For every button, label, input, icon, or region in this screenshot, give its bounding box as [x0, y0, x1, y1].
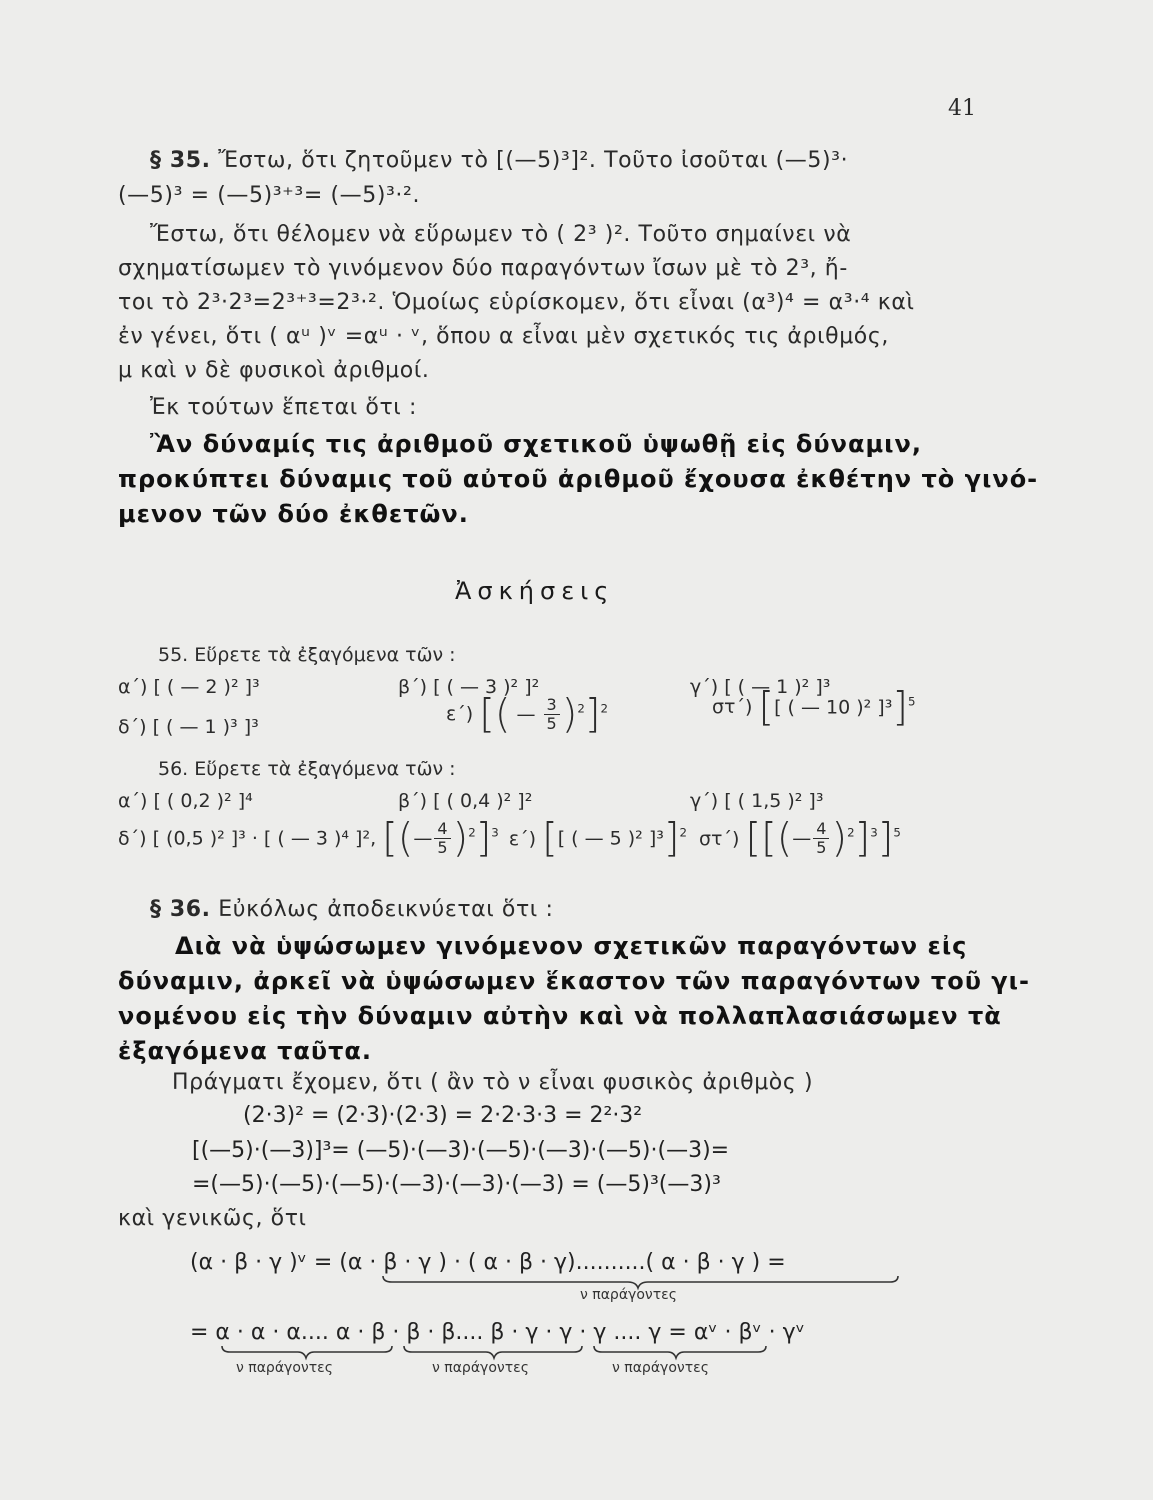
paren-open: (	[494, 691, 511, 738]
ex56-a: α΄) [ ( 0,2 )² ]⁴	[118, 790, 253, 812]
sec36-line-2: Πράγματι ἔχομεν, ὅτι ( ἂν τὸ ν εἶναι φυσικὸς ἀριθμὸς )	[172, 1070, 814, 1095]
fraction-denominator: 5	[437, 838, 448, 857]
sec35-line-1-text: Ἔστω, ὅτι ζητοῦμεν τὸ [(—5)³]². Τοῦτο ἰσοῦται (—5)³·	[210, 148, 849, 173]
bracket-close: ]	[584, 691, 601, 738]
underbrace-2	[222, 1346, 392, 1358]
brace-label-1: ν παράγοντες	[580, 1287, 677, 1303]
page-number: 41	[948, 96, 976, 121]
sec35-line-2: (—5)³ = (—5)³⁺³= (—5)³·².	[118, 183, 421, 208]
equation-5: = α · α · α.... α · β · β · β.... β · γ · γ · γ .... γ = αᵛ · βᵛ · γᵛ	[190, 1320, 805, 1345]
sec35-rule-line-1: Ἂν δύναμίς τις ἀριθμοῦ σχετικοῦ ὑψωθῇ εἰς δύναμιν,	[150, 430, 922, 458]
ex55-b: β΄) [ ( — 3 )² ]²	[398, 676, 540, 698]
sec36-rule-line-4: ἐξαγόμενα ταῦτα.	[118, 1037, 373, 1065]
ex55-f: στ΄) [[ ( — 10 )² ]³]$^5$	[712, 684, 916, 731]
ex56-c: γ΄) [ ( 1,5 )² ]³	[690, 790, 824, 812]
ex56-e-label: ε΄)	[508, 827, 537, 850]
bracket-open: [	[479, 691, 495, 738]
ex55-f-inner: [ ( — 10 )² ]³	[774, 696, 893, 719]
fraction-numerator: 3	[544, 696, 560, 715]
exercises-heading: Ἀσκήσεις	[455, 577, 615, 605]
equation-1: (2·3)² = (2·3)·(2·3) = 2·2·3·3 = 2²·3²	[243, 1103, 643, 1128]
paren-close: )	[831, 815, 848, 862]
equation-2: [(—5)·(—3)]³= (—5)·(—3)·(—5)·(—3)·(—5)·(—3)=	[192, 1138, 730, 1163]
sec35-rule-line-3: μενον τῶν δύο ἐκθετῶν.	[118, 500, 469, 528]
paren-open: (	[776, 815, 793, 862]
sec35-line-5: τοι τὸ 2³·2³=2³⁺³=2³·². Ὁμοίως εὑρίσκομεν, ὅτι εἶναι (α³)⁴ = α³·⁴ καὶ	[118, 290, 915, 315]
sec35-line-4: σχηματίσωμεν τὸ γινόμενον δύο παραγόντων ἴσων μὲ τὸ 2³, ἤ-	[118, 256, 848, 281]
bracket-open: [	[382, 815, 398, 862]
section-number-35: § 35.	[150, 148, 211, 173]
sec36-rule-line-2: δύναμιν, ἀρκεῖ νὰ ὑψώσωμεν ἕκαστον τῶν παραγόντων τοῦ γι-	[118, 967, 1030, 995]
paren-close: )	[452, 815, 469, 862]
sec35-rule-line-2: προκύπτει δύναμις τοῦ αὐτοῦ ἀριθμοῦ ἔχουσα ἐκθέτην τὸ γινό-	[118, 465, 1039, 493]
fraction-denominator: 5	[816, 838, 827, 857]
sec36-line-1	[150, 897, 553, 922]
equation-3: =(—5)·(—5)·(—5)·(—3)·(—3)·(—3) = (—5)³(—3)³	[192, 1172, 721, 1197]
paren-open: (	[397, 815, 414, 862]
underbrace-4	[594, 1346, 766, 1358]
ex56-b: β΄) [ ( 0,4 )² ]²	[398, 790, 533, 812]
bracket-close-outer: ]	[877, 815, 894, 862]
paren-close: )	[561, 691, 578, 738]
equation-4: (α · β · γ )ᵛ = (α · β · γ ) · ( α · β · γ)..........( α · β · γ ) =	[190, 1250, 786, 1275]
ex55-title: 55. Εὕρετε τὰ ἐξαγόμενα τῶν :	[158, 644, 456, 666]
ex56-f-label: στ΄)	[699, 827, 740, 850]
fraction-numerator: 4	[434, 820, 450, 839]
ex55-a: α΄) [ ( — 2 )² ]³	[118, 676, 260, 698]
underbrace-3	[404, 1346, 582, 1358]
sec36-rule-line-3: νομένου εἰς τὴν δύναμιν αὐτὴν καὶ νὰ πολλαπλασιάσωμεν τὰ	[118, 1002, 1002, 1030]
brace-label-2: ν παράγοντες	[236, 1360, 333, 1376]
ex55-c: γ΄) [ ( — 1 )² ]³	[690, 676, 831, 698]
bracket-close: ]	[475, 815, 492, 862]
bracket-open: [[	[745, 815, 777, 862]
brace-label-3: ν παράγοντες	[432, 1360, 529, 1376]
bracket-close: ]	[892, 684, 908, 731]
sec35-line-1	[150, 148, 848, 173]
ex56-d-fraction	[434, 820, 450, 857]
bracket-close: ]	[663, 815, 680, 862]
bracket-close: ]	[854, 815, 871, 862]
sec35-line-3: Ἔστω, ὅτι θέλομεν νὰ εὕρωμεν τὸ ( 2³ )². Τοῦτο σημαίνει νὰ	[150, 222, 852, 247]
ex56-d-text: δ΄) [ (0,5 )² ]³ · [ ( — 3 )⁴ ]²,	[118, 827, 377, 850]
sec36-rule-line-1: Διὰ νὰ ὑψώσωμεν γινόμενον σχετικῶν παραγόντων εἰς	[175, 932, 968, 960]
sec36-line-3: καὶ γενικῶς, ὅτι	[118, 1206, 307, 1231]
ex55-f-label: στ΄)	[712, 696, 753, 718]
fraction-denominator: 5	[546, 714, 557, 733]
ex56-d: δ΄) [ (0,5 )² ]³ · [ ( — 3 )⁴ ]², [(— $\frac{4}{5}$ )$^2$]$^3$ ε΄) [[ ( — 5 )² ]³]$^2$ στ΄) [[(— $\frac{4}{5}$ )$^2$]$^3$]$^5$	[118, 815, 901, 862]
section-number-36: § 36.	[150, 897, 211, 922]
sec36-line-1-text: Εὐκόλως ἀποδεικνύεται ὅτι :	[210, 897, 554, 922]
ex55-d: δ΄) [ ( — 1 )³ ]³	[118, 716, 259, 738]
ex55-e-fraction	[544, 696, 560, 733]
ex56-title: 56. Εὕρετε τὰ ἐξαγόμενα τῶν :	[158, 758, 456, 780]
ex55-e-label: ε΄)	[446, 703, 474, 725]
bracket-open: [	[542, 815, 558, 862]
sec35-line-7: μ καὶ ν δὲ φυσικοὶ ἀριθμοί.	[118, 358, 430, 383]
fraction-numerator: 4	[813, 820, 829, 839]
brace-label-4: ν παράγοντες	[612, 1360, 709, 1376]
sec35-line-6: ἐν γένει, ὅτι ( αᵘ )ᵛ =αᵘ · ᵛ, ὅπου α εἶναι μὲν σχετικός τις ἀριθμός,	[118, 324, 889, 349]
bracket-open: [	[758, 684, 775, 731]
ex55-e: ε΄) [( — $\frac{3}{5}$ )$^2$]$^2$	[446, 691, 608, 738]
ex56-f-fraction	[813, 820, 829, 857]
sec35-line-8: Ἐκ τούτων ἕπεται ὅτι :	[150, 395, 417, 420]
ex56-e-inner: [ ( — 5 )² ]³	[557, 827, 664, 850]
